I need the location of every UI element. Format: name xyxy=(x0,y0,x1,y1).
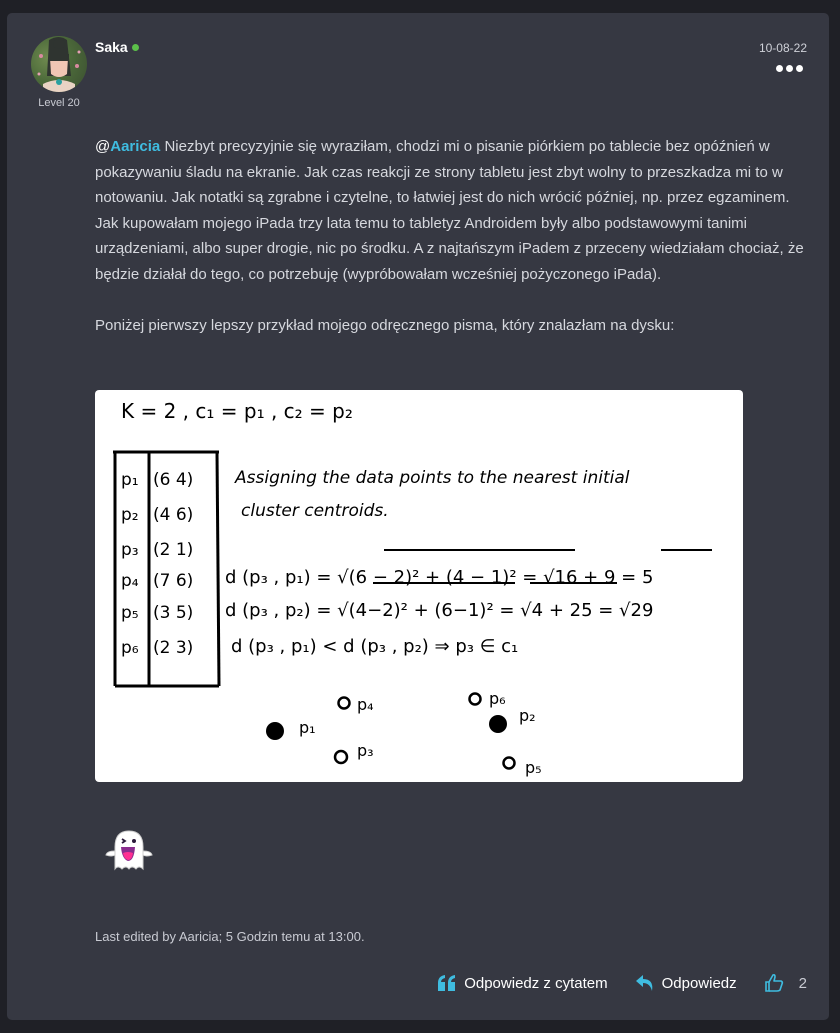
thumbs-up-icon xyxy=(764,973,784,993)
svg-text:p₁: p₁ xyxy=(299,718,316,737)
more-dot xyxy=(786,65,793,72)
reply-label[interactable]: Odpowiedz xyxy=(661,974,737,992)
username-text[interactable]: Saka xyxy=(95,39,128,55)
paragraph-1-text: Niezbyt precyzyjnie się wyraziłam, chodzi mi o pisanie piórkiem po tablecie bez opóźnień w pokazywaniu śladu na ekranie. Jak czas reakcji ze strony tabletu jest zbyt wolny to przeszkadza mi to w notowaniu. Jak notatki są zgrabne i czytelne, to łatwiej jest do nich wrócić później, np. przez egzaminem. Jak kupowałam mojego iPada trzy lata temu to tabletyz Androidem były albo podstawowymi tanimi urządzeniami, albo super drogie, nic po środku. A z najtańszym iPadem z przeceny wiedziałam chociaż, że będzie działał do tego, co potrzebuję (wypróbowałam wcześniej pożyczonego iPada). xyxy=(95,138,804,283)
svg-text:p₁: p₁ xyxy=(121,470,139,490)
reply-button[interactable] xyxy=(635,974,737,992)
username[interactable] xyxy=(95,39,139,55)
more-dot xyxy=(796,65,803,72)
svg-text:p₂: p₂ xyxy=(519,706,536,725)
post-date: 10-08-22 xyxy=(758,41,807,55)
paragraph-2: Poniżej pierwszy lepszy przykład mojego odręcznego pisma, który znalazłam na dysku: xyxy=(95,316,675,334)
svg-text:p₃: p₃ xyxy=(357,741,374,760)
handwritten-notes-image xyxy=(95,390,743,782)
svg-text:p₆: p₆ xyxy=(121,638,139,658)
post-card xyxy=(7,13,829,1020)
attached-image[interactable] xyxy=(95,390,743,782)
svg-text:d (p₃ , p₁) < d (p₃ , p₂) ⇒: d (p₃ , p₁) < d (p₃ , p₂) ⇒ p₃ ∈ c₁ xyxy=(231,636,519,657)
user-mention[interactable] xyxy=(95,138,160,155)
like-count: 2 xyxy=(798,974,807,992)
svg-text:p₄: p₄ xyxy=(357,695,374,714)
svg-text:p₄: p₄ xyxy=(121,571,139,591)
mention-name[interactable]: Aaricia xyxy=(110,138,161,155)
svg-text:p₃: p₃ xyxy=(121,540,139,560)
online-status-icon xyxy=(132,44,139,51)
svg-text:(7 6): (7 6) xyxy=(153,571,194,591)
svg-text:p₅: p₅ xyxy=(525,758,542,777)
svg-text:d (p₃ , p₂) = √(4−2)² + (6−1)²: d (p₃ , p₂) = √(4−2)² + (6−1)² = √4 + 25 = √29 xyxy=(225,600,654,621)
more-options-button[interactable] xyxy=(776,65,803,72)
svg-text:(2 3): (2 3) xyxy=(153,638,194,658)
svg-text:K = 2 , c₁ = p₁ , c₂ = p₂: K = 2 , c₁ = p₁ , c₂ = p₂ xyxy=(121,399,353,423)
more-horizontal-icon xyxy=(776,65,783,72)
quote-icon xyxy=(437,974,457,992)
edited-note: Last edited by Aaricia; 5 Godzin temu at 13:00. xyxy=(95,929,365,944)
svg-text:cluster centroids.: cluster centroids. xyxy=(241,501,389,521)
quote-reply-label[interactable]: Odpowiedz z cytatem xyxy=(464,974,608,992)
avatar-image xyxy=(31,36,87,92)
quote-reply-button[interactable] xyxy=(437,974,607,992)
svg-text:(4 6): (4 6) xyxy=(153,505,194,525)
svg-text:(2 1): (2 1) xyxy=(153,540,194,560)
post-actions xyxy=(437,973,807,993)
post-body xyxy=(95,134,815,338)
svg-text:(6 4): (6 4) xyxy=(153,470,194,490)
avatar[interactable] xyxy=(31,36,87,92)
mention-at: @ xyxy=(95,138,111,155)
svg-text:p₆: p₆ xyxy=(489,689,506,708)
svg-text:(3 5): (3 5) xyxy=(153,603,194,623)
paragraph-1 xyxy=(95,134,815,287)
svg-text:Assigning the data points: Assigning the data points to the nearest initial xyxy=(235,468,630,488)
spacer xyxy=(95,287,815,313)
reply-arrow-icon xyxy=(635,974,655,992)
user-level: Level 20 xyxy=(38,97,80,109)
ghost-emoji-icon xyxy=(103,825,155,877)
svg-text:d (p₃ , p₁) = √(6 − 2)² + (4: d (p₃ , p₁) = √(6 − 2)² + (4 − 1)² = √16 + 9 = 5 xyxy=(225,567,654,588)
svg-text:p₅: p₅ xyxy=(121,603,139,623)
svg-text:p₂: p₂ xyxy=(121,505,139,525)
like-button[interactable] xyxy=(764,973,807,993)
